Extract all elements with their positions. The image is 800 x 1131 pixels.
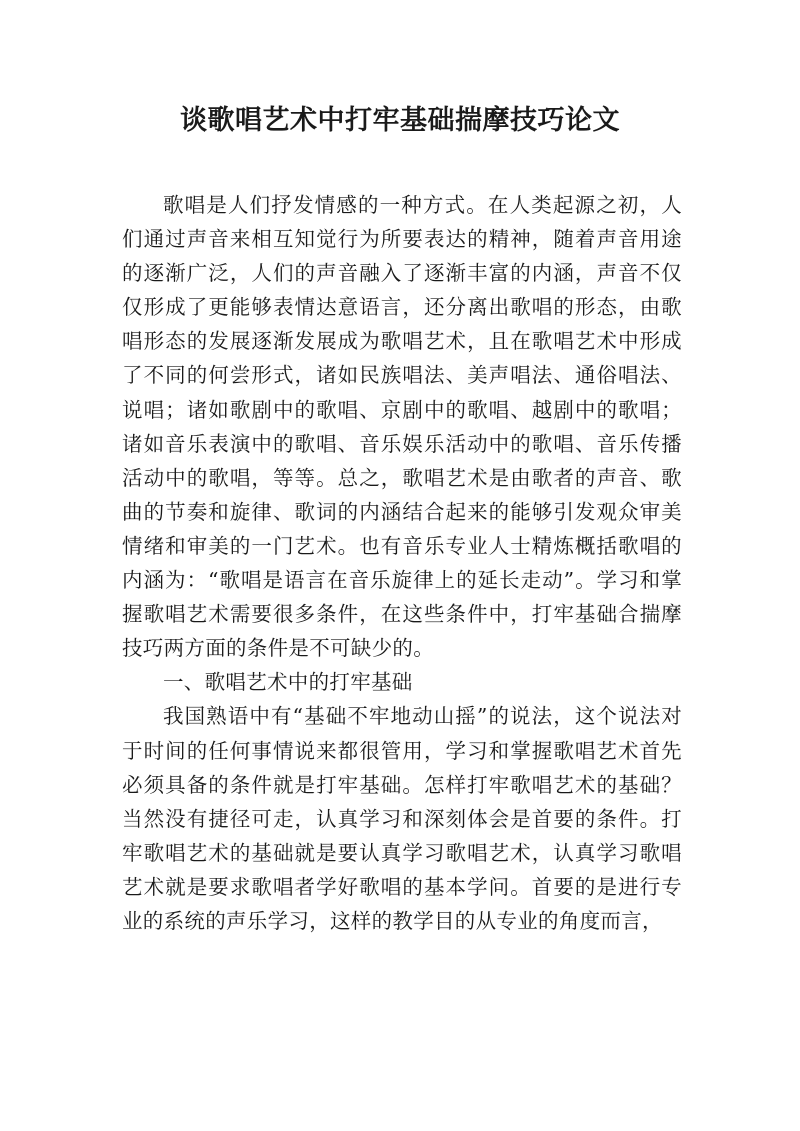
body-paragraph: 我国熟语中有“基础不牢地动山摇”的说法，这个说法对于时间的任何事情说来都很管用，学习和掌握歌唱艺术首先必须具备的条件就是打牢基础。怎样打牢歌唱艺术的基础？当然没有捷径可走，认真学习和深刻体会是首要的条件。打牢歌唱艺术的基础就是要认真学习歌唱艺术，认真学习歌唱艺术就是要求歌唱者学好歌唱的基本学问。首要的是进行专业的系统的声乐学习，这样的教学目的从专业的角度而言， xyxy=(122,704,682,933)
document-body xyxy=(122,188,682,938)
intro-paragraph: 歌唱是人们抒发情感的一种方式。在人类起源之初，人们通过声音来相互知觉行为所要表达的精神，随着声音用途的逐渐广泛，人们的声音融入了逐渐丰富的内涵，声音不仅仅形成了更能够表情达意语言，还分离出歌唱的形态，由歌唱形态的发展逐渐发展成为歌唱艺术，且在歌唱艺术中形成了不同的何尝形式，诸如民族唱法、美声唱法、通俗唱法、说唱；诸如歌剧中的歌唱、京剧中的歌唱、越剧中的歌唱；诸如音乐表演中的歌唱、音乐娱乐活动中的歌唱、音乐传播活动中的歌唱，等等。总之，歌唱艺术是由歌者的声音、歌曲的节奏和旋律、歌词的内涵结合起来的能够引发观众审美情绪和审美的一门艺术。也有音乐专业人士精炼概括歌唱的内涵为：“歌唱是语言在音乐旋律上的延长走动”。学习和掌握歌唱艺术需要很多条件，在这些条件中，打牢基础合揣摩技巧两方面的条件是不可缺少的。 xyxy=(122,193,682,661)
section-heading: 一、歌唱艺术中的打牢基础 xyxy=(163,670,413,695)
document-title: 谈歌唱艺术中打牢基础揣摩技巧论文 xyxy=(180,105,620,136)
